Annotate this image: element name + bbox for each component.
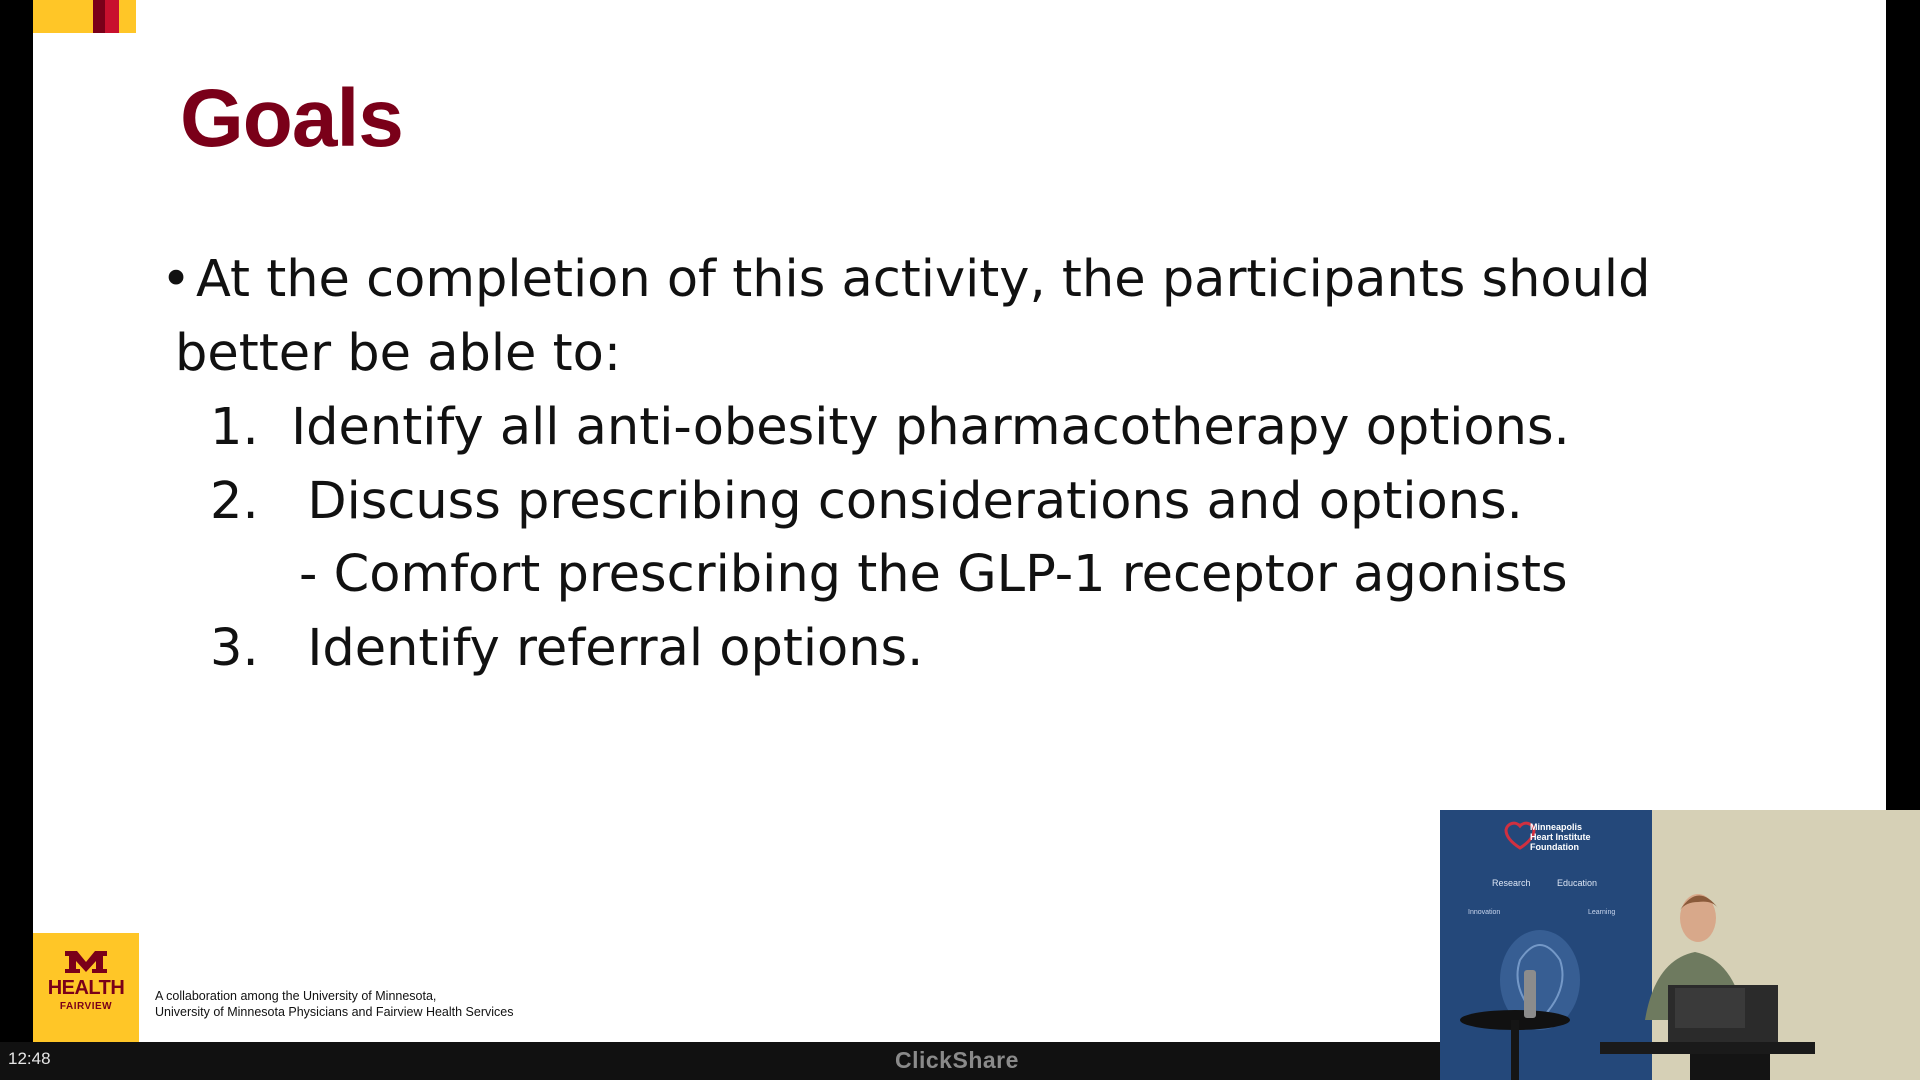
list-item-number: 3. [210, 619, 259, 678]
list-item-2 [210, 472, 1523, 532]
slide-title: Goals [180, 73, 403, 164]
banner-word-innovation: Innovation [1468, 909, 1501, 916]
block-m-icon [63, 949, 109, 975]
list-item-text: Identify referral options. [307, 619, 924, 678]
bullet-point: • [161, 250, 192, 309]
list-item-number: 2. [210, 472, 259, 531]
banner-word-learning: Learning [1588, 909, 1616, 916]
banner-org-line-2: Heart Institute [1530, 832, 1591, 842]
status-bar [0, 1042, 1440, 1080]
banner-word-research: Research [1492, 878, 1531, 888]
collaboration-line-1: A collaboration among the University of Minnesota, [155, 989, 437, 1003]
intro-line-2: better be able to: [175, 324, 622, 383]
collaboration-line-2: University of Minnesota Physicians and Fairview Health Services [155, 1005, 514, 1019]
list-item-number: 1. [210, 398, 259, 457]
clock-time: 12:48 [8, 1049, 51, 1068]
list-item-text: Discuss prescribing considerations and options. [307, 472, 1523, 531]
corner-accent [33, 0, 136, 33]
logo-fairview-text: FAIRVIEW [59, 1001, 113, 1012]
intro-line-1: At the completion of this activity, the participants should [196, 250, 1651, 309]
list-item-3 [210, 619, 923, 679]
m-health-fairview-logo [33, 933, 139, 1042]
banner-stand [1440, 810, 1652, 1080]
list-item-text: Identify all anti-obesity pharmacotherapy options. [291, 398, 1570, 457]
clickshare-brand: ClickShare [895, 1047, 1019, 1073]
speaker-video-feed[interactable] [1440, 810, 1920, 1080]
list-subitem: - Comfort prescribing the GLP-1 receptor agonists [299, 545, 1568, 604]
list-item-1 [210, 398, 1570, 458]
logo-health-text: HEALTH [47, 977, 125, 999]
banner-org-line-1: Minneapolis [1530, 822, 1583, 832]
collaboration-note [155, 988, 513, 1020]
banner-word-education: Education [1557, 878, 1598, 888]
banner-org-line-3: Foundation [1530, 842, 1579, 852]
